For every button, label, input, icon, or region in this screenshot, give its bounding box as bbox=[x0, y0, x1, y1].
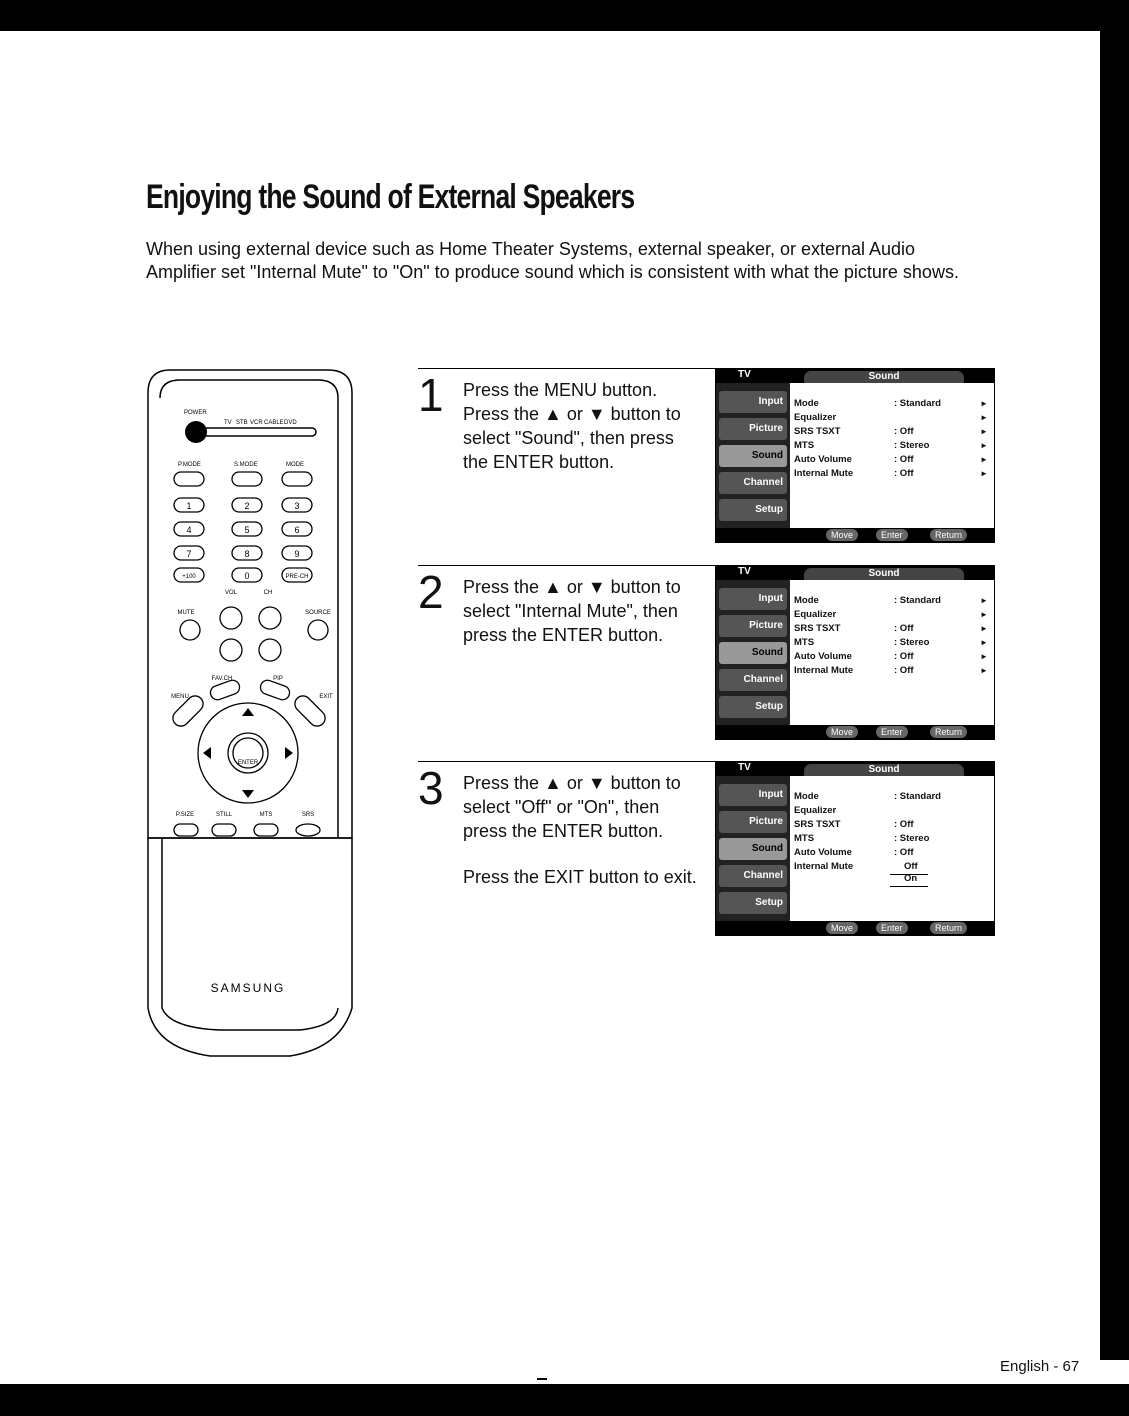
osd-header bbox=[716, 762, 994, 776]
osd-footer-move: Move bbox=[826, 922, 858, 934]
digit-3: 3 bbox=[294, 501, 300, 511]
remote-ch-label: CH bbox=[263, 590, 273, 596]
right-edge-bar bbox=[1100, 0, 1129, 1360]
step-rule bbox=[418, 761, 718, 762]
step-instructions bbox=[463, 575, 703, 647]
osd-row-mts: MTS : Stereo ► bbox=[794, 637, 988, 648]
remote-exit-label: EXIT bbox=[319, 694, 333, 700]
dpad-arrows bbox=[203, 708, 293, 798]
osd-title: Sound bbox=[804, 371, 964, 383]
osd-popup-on: On bbox=[904, 873, 918, 884]
step-line: Press the MENU button. Press the ▲ or ▼ button to select "Sound", then press the ENTER button. bbox=[463, 380, 681, 472]
osd-menu-sound: Sound bbox=[719, 642, 787, 664]
osd-row-mode: Mode : Standard ► bbox=[794, 595, 988, 606]
arrow-right-icon: ► bbox=[980, 638, 988, 647]
step-number: 2 bbox=[418, 566, 444, 618]
osd-title: Sound bbox=[804, 568, 964, 580]
arrow-right-icon: ► bbox=[980, 666, 988, 675]
intro-paragraph: When using external device such as Home Theater Systems, external speaker, or external Audio Amplifier set "Internal Mute" to "On" to produce sound which is consistent with what the picture shows. bbox=[146, 239, 959, 282]
step-number: 3 bbox=[418, 762, 444, 814]
osd-header bbox=[716, 369, 994, 383]
osd-footer-enter: Enter bbox=[876, 922, 908, 934]
remote-power-label: POWER bbox=[184, 410, 207, 416]
remote-mode-tv: TV bbox=[224, 420, 232, 426]
osd-row-mts: MTS : Stereo bbox=[794, 833, 930, 844]
osd-row-srs: SRS TSXT : Off ► bbox=[794, 426, 988, 437]
osd-tv-label: TV bbox=[738, 369, 751, 380]
step-instructions bbox=[463, 378, 703, 474]
step-2 bbox=[408, 565, 993, 740]
arrow-right-icon: ► bbox=[980, 652, 988, 661]
osd-footer-enter: Enter bbox=[876, 529, 908, 541]
remote-mode-dvd: DVD bbox=[284, 420, 297, 426]
digit-prech: PRE-CH bbox=[285, 574, 309, 580]
osd-row-mode: Mode : Standard bbox=[794, 791, 941, 802]
remote-mode-label: MODE bbox=[286, 462, 304, 468]
osd-sound-menu bbox=[715, 565, 995, 740]
osd-sound-panel bbox=[790, 580, 994, 725]
osd-row-mode: Mode : Standard ► bbox=[794, 398, 988, 409]
arrow-right-icon: ► bbox=[980, 413, 988, 422]
osd-footer-move: Move bbox=[826, 529, 858, 541]
osd-row-mts: MTS : Stereo ► bbox=[794, 440, 988, 451]
remote-fav-label: FAV.CH bbox=[211, 676, 233, 682]
osd-footer bbox=[716, 528, 994, 542]
osd-title: Sound bbox=[804, 764, 964, 776]
osd-sound-panel bbox=[790, 776, 994, 921]
step-instructions bbox=[463, 771, 703, 889]
osd-menu-channel: Channel bbox=[719, 472, 787, 494]
digit-1: 1 bbox=[186, 501, 192, 511]
arrow-right-icon: ► bbox=[980, 610, 988, 619]
osd-row-srs: SRS TSXT : Off bbox=[794, 819, 914, 830]
step-rule bbox=[418, 368, 718, 369]
osd-menu-setup: Setup bbox=[719, 499, 787, 521]
digit-8: 8 bbox=[244, 549, 250, 559]
digit-7: 7 bbox=[186, 549, 192, 559]
osd-menu-picture: Picture bbox=[719, 418, 787, 440]
digit-plus100: +100 bbox=[182, 574, 196, 580]
digit-4: 4 bbox=[186, 525, 192, 535]
osd-sound-menu bbox=[715, 368, 995, 543]
remote-mode-stb: STB bbox=[236, 420, 248, 426]
remote-menu-label: MENU bbox=[171, 694, 189, 700]
osd-footer-return: Return bbox=[930, 922, 967, 934]
osd-tv-label: TV bbox=[738, 566, 751, 577]
remote-brand: SAMSUNG bbox=[210, 981, 286, 995]
step-1 bbox=[408, 368, 993, 543]
osd-footer-move: Move bbox=[826, 726, 858, 738]
osd-menu-list bbox=[716, 776, 790, 921]
remote-mode-vcr: VCR bbox=[250, 420, 263, 426]
arrow-right-icon: ► bbox=[980, 596, 988, 605]
osd-row-auto-volume: Auto Volume : Off ► bbox=[794, 454, 988, 465]
remote-still-label: STILL bbox=[215, 812, 233, 818]
step-rule bbox=[418, 565, 718, 566]
arrow-right-icon: ► bbox=[980, 427, 988, 436]
remote-control-illustration bbox=[140, 368, 358, 1058]
remote-mode-cable: CABLE bbox=[264, 420, 284, 426]
osd-menu-setup: Setup bbox=[719, 892, 787, 914]
step-line: Press the EXIT button to exit. bbox=[463, 867, 697, 887]
osd-tv-label: TV bbox=[738, 762, 751, 773]
remote-smode-label: S.MODE bbox=[234, 462, 258, 468]
digit-6: 6 bbox=[294, 525, 300, 535]
osd-row-auto-volume: Auto Volume : Off ► bbox=[794, 651, 988, 662]
osd-menu-input: Input bbox=[719, 784, 787, 806]
power-button-icon bbox=[185, 421, 207, 443]
digit-0: 0 bbox=[244, 571, 250, 581]
osd-menu-picture: Picture bbox=[719, 615, 787, 637]
osd-row-srs: SRS TSXT : Off ► bbox=[794, 623, 988, 634]
osd-menu-sound: Sound bbox=[719, 445, 787, 467]
osd-footer-enter: Enter bbox=[876, 726, 908, 738]
arrow-right-icon: ► bbox=[980, 624, 988, 633]
osd-row-internal-mute: Internal Mute bbox=[794, 861, 854, 872]
digit-2: 2 bbox=[244, 501, 250, 511]
osd-footer-return: Return bbox=[930, 529, 967, 541]
osd-footer-return: Return bbox=[930, 726, 967, 738]
osd-row-equalizer: Equalizer ► bbox=[794, 412, 988, 423]
osd-menu-input: Input bbox=[719, 588, 787, 610]
osd-menu-list bbox=[716, 580, 790, 725]
remote-pip-label: PIP bbox=[273, 676, 283, 682]
remote-pmode-label: P.MODE bbox=[178, 462, 201, 468]
remote-psize-label: P.SIZE bbox=[175, 812, 195, 818]
osd-popup-underline bbox=[890, 886, 928, 887]
osd-header bbox=[716, 566, 994, 580]
osd-row-equalizer: Equalizer ► bbox=[794, 609, 988, 620]
step-line: Press the ▲ or ▼ button to select "Off" or "On", then press the ENTER button. bbox=[463, 773, 681, 841]
arrow-right-icon: ► bbox=[980, 455, 988, 464]
osd-menu-input: Input bbox=[719, 391, 787, 413]
step-3 bbox=[408, 761, 993, 936]
bottom-bar bbox=[0, 1384, 1129, 1416]
step-line: Press the ▲ or ▼ button to select "Internal Mute", then press the ENTER button. bbox=[463, 577, 681, 645]
arrow-right-icon: ► bbox=[980, 399, 988, 408]
arrow-right-icon: ► bbox=[980, 469, 988, 478]
bottom-dash bbox=[537, 1378, 547, 1380]
step-number: 1 bbox=[418, 369, 444, 421]
digit-5: 5 bbox=[244, 525, 250, 535]
osd-menu-sound: Sound bbox=[719, 838, 787, 860]
osd-footer bbox=[716, 725, 994, 739]
osd-menu-setup: Setup bbox=[719, 696, 787, 718]
osd-menu-picture: Picture bbox=[719, 811, 787, 833]
osd-menu-channel: Channel bbox=[719, 669, 787, 691]
remote-mts-label: MTS bbox=[259, 812, 273, 818]
osd-menu-channel: Channel bbox=[719, 865, 787, 887]
top-bar bbox=[0, 0, 1129, 31]
remote-vol-label: VOL bbox=[224, 590, 238, 596]
osd-footer bbox=[716, 921, 994, 935]
osd-sound-panel bbox=[790, 383, 994, 528]
osd-menu-list bbox=[716, 383, 790, 528]
osd-row-auto-volume: Auto Volume : Off bbox=[794, 847, 914, 858]
digit-9: 9 bbox=[294, 549, 300, 559]
remote-enter-label: ENTER bbox=[237, 760, 259, 766]
osd-row-internal-mute: Internal Mute : Off ► bbox=[794, 665, 988, 676]
osd-row-internal-mute: Internal Mute : Off ► bbox=[794, 468, 988, 479]
page-number: English - 67 bbox=[1000, 1358, 1080, 1375]
osd-popup-off: Off bbox=[904, 861, 918, 872]
page-title: Enjoying the Sound of External Speakers bbox=[146, 178, 635, 216]
osd-row-equalizer: Equalizer bbox=[794, 805, 837, 816]
remote-mute-label: MUTE bbox=[177, 610, 195, 616]
remote-source-label: SOURCE bbox=[305, 610, 331, 616]
arrow-right-icon: ► bbox=[980, 441, 988, 450]
osd-sound-menu bbox=[715, 761, 995, 936]
remote-srs-label: SRS bbox=[301, 812, 315, 818]
